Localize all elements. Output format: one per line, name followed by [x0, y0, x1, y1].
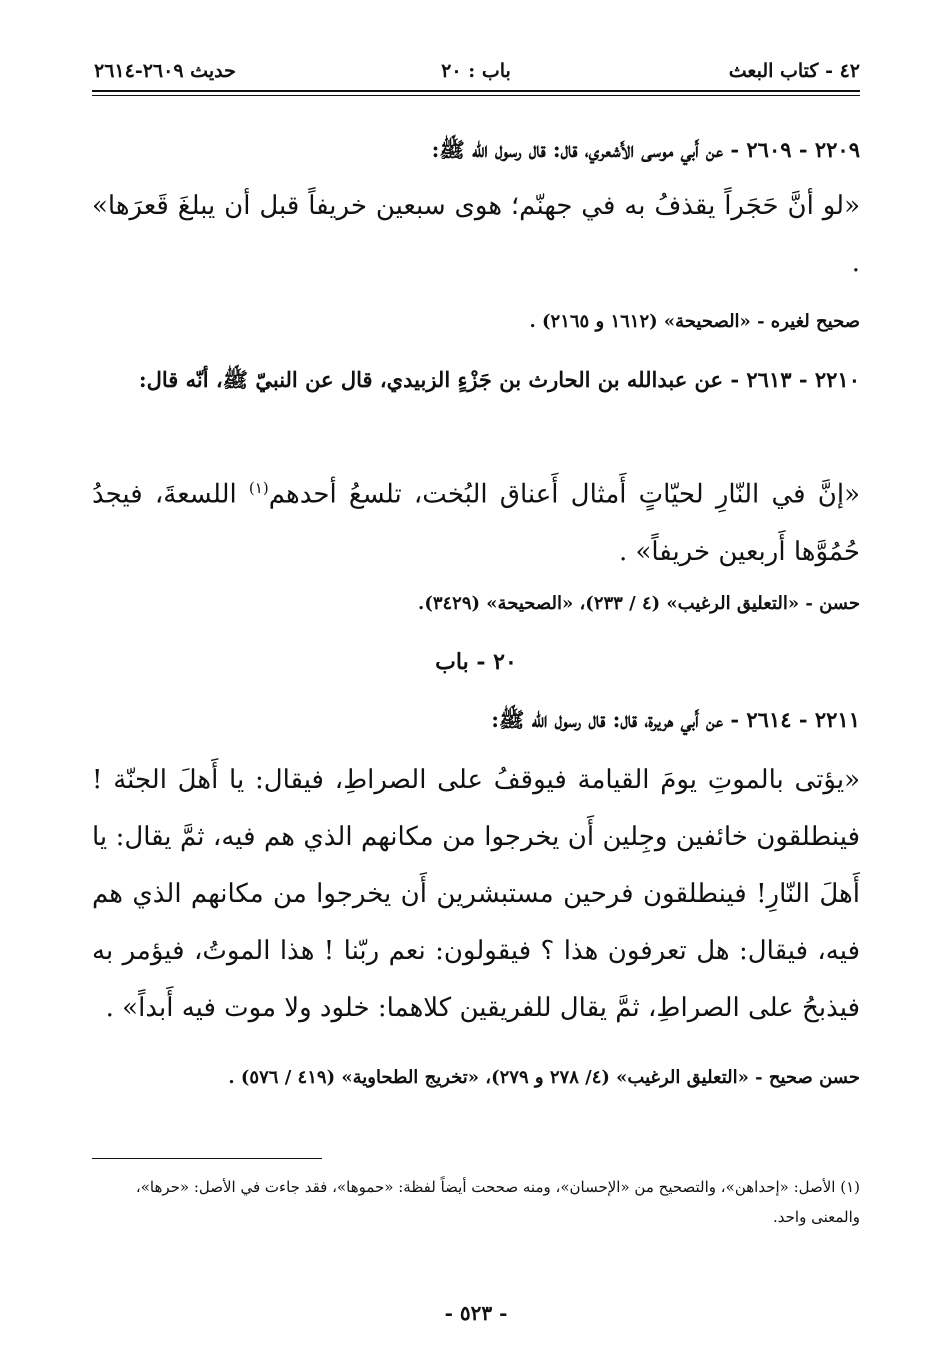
hadith-2210-text-part2: اللسعةَ، فيجدُ حُمُوَّها أَربعين خريفاً» .: [92, 479, 860, 567]
hadith-2210-text-part1: «إنَّ في النّارِ لحيّاتٍ أَمثال أَعناق البُخت، تلسعُ أحدهم: [268, 479, 860, 510]
hadith-range: حديث ٢٦٠٩-٢٦١٤: [94, 60, 236, 82]
hadith-2209-intro: ٢٢٠٩ - ٢٦٠٩ - عن أَبي موسى الأَشعري، قال: قال رسول الله ﷺ:: [431, 137, 860, 162]
chapter-label: باب : ٢٠: [441, 60, 511, 82]
hadith-2211-text: «يؤتى بالموتِ يومَ القيامة فيوقفُ على الصراطِ، فيقال: يا أَهلَ الجنّة ! فينطلقون خائفين وجِلين أَن يخرجوا من مكانهم الذي هم فيه، ثمَّ يقال: يا أَهلَ النّارِ! فينطلقون فرحين مستبشرين أَن يخرجوا من مكانهم الذي هم فيه، فيقال: هل تعرفون هذا ؟ فيقولون: نعم ربّنا ! هذا الموتُ، فيؤمر به فيذبحُ على الصراطِ، ثمَّ يقال للفريقين كلاهما: خلود ولا موت فيه أَبداً» .: [92, 765, 860, 1023]
header-rule-thick: [92, 90, 860, 92]
hadith-2210-grade: حسن - «التعليق الرغيب» (٤ / ٢٣٣)، «الصحيحة» (٣٤٢٩).: [418, 593, 860, 614]
book-title: ٤٢ - كتاب البعث: [728, 60, 860, 82]
footnote-separator: [92, 1158, 322, 1159]
footnote: (١) الأصل: «إحداهن»، والتصحيح من «الإحسان»، ومنه صححت أيضاً لفظة: «حموها»، فقد جاءت في الأصل: «حرها»، والمعنى واحد.: [135, 1178, 860, 1226]
hadith-2209-grade: صحيح لغيره - «الصحيحة» (١٦١٢ و ٢١٦٥) .: [529, 311, 860, 332]
hadith-2209-text: «لو أنَّ حَجَراً يقذفُ به في جهنّم؛ هوى سبعين خريفاً قبل أن يبلغَ قَعرَها» .: [92, 191, 860, 278]
hadith-2211-intro: ٢٢١١ - ٢٦١٤ - عن أَبي هريرة، قال: قال رسول الله ﷺ:: [491, 707, 860, 732]
hadith-2211-grade: حسن صحيح - «التعليق الرغيب» (٤/ ٢٧٨ و ٢٧٩)، «تخريج الطحاوية» (٤١٩ / ٥٧٦) .: [228, 1067, 860, 1088]
header-rule-thin: [92, 95, 860, 96]
book-page: [92, 0, 860, 1367]
hadith-2210-text: [92, 460, 860, 581]
footnote-reference: (١): [248, 479, 269, 497]
hadith-2210-intro: ٢٢١٠ - ٢٦١٣ - عن عبدالله بن الحارث بن جَزْءٍ الزبيدي، قال عن النبيّ ﷺ، أنّه قال:: [138, 367, 860, 392]
page-number: - ٥٢٣ -: [444, 1301, 508, 1325]
bab-heading: ٢٠ - باب: [435, 649, 517, 675]
running-header: [92, 56, 860, 90]
